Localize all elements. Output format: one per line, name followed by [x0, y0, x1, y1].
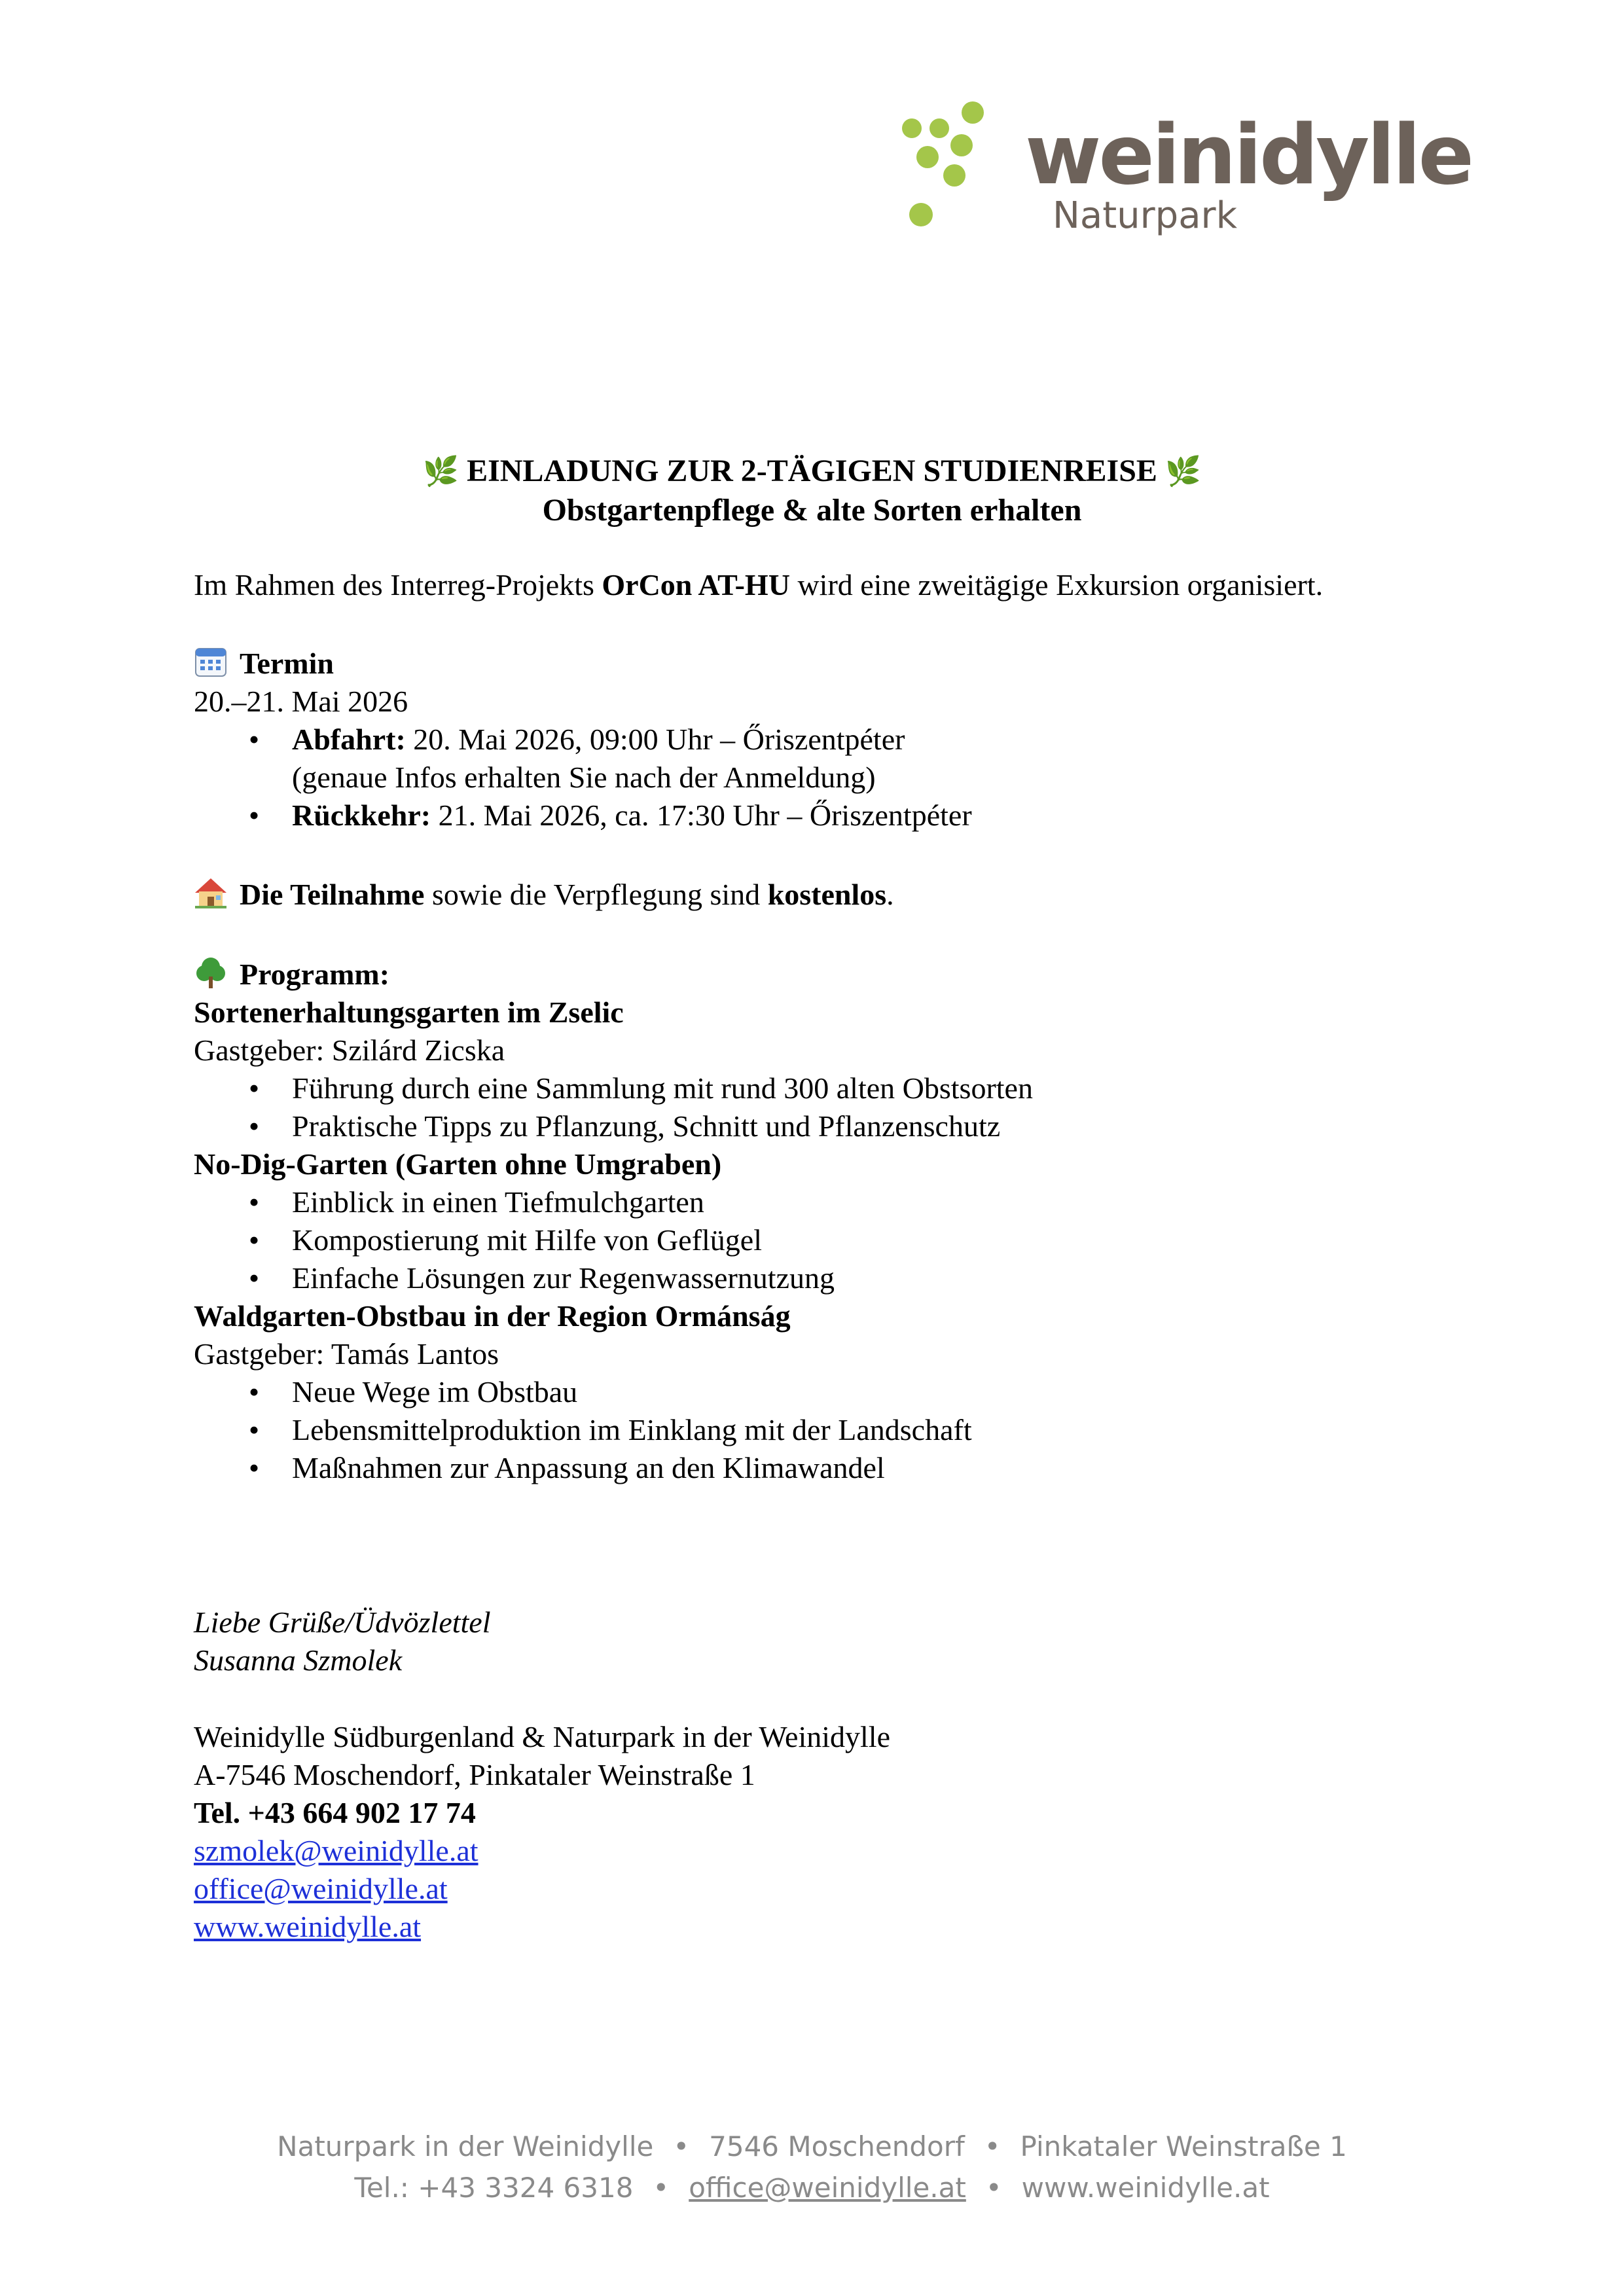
return-item — [292, 797, 972, 834]
list-item: Neue Wege im Obstbau — [292, 1375, 578, 1408]
bullet: • — [249, 1109, 260, 1143]
bullet: • — [249, 1223, 260, 1257]
footer-email-link[interactable]: office@weinidylle.at — [689, 2172, 966, 2204]
logo-dots-icon — [890, 92, 1028, 242]
list-item: Einfache Lösungen zur Regenwassernutzung — [292, 1261, 835, 1295]
email-link-office[interactable]: office@weinidylle.at — [194, 1872, 448, 1905]
contact-org: Weinidylle Südburgenland & Naturpark in der Weinidylle — [194, 1720, 890, 1753]
list-item: Maßnahmen zur Anpassung an den Klimawandel — [292, 1451, 885, 1484]
program-section-title: No-Dig-Garten (Garten ohne Umgraben) — [194, 1147, 722, 1181]
list-item: Praktische Tipps zu Pflanzung, Schnitt und Pflanzenschutz — [292, 1109, 1001, 1143]
footer-separator: • — [984, 2130, 1001, 2162]
termin-heading-text: Termin — [240, 647, 334, 680]
logo-brand-text: weinidylle — [1025, 107, 1472, 203]
bullet: • — [249, 1071, 260, 1105]
participation-bold: Die Teilnahme — [240, 878, 425, 911]
list-item: Einblick in einen Tiefmulchgarten — [292, 1185, 704, 1219]
return-label: Rückkehr: — [292, 798, 431, 832]
program-section-title: Waldgarten-Obstbau in der Region Ormánság — [194, 1299, 791, 1333]
return-text: 21. Mai 2026, ca. 17:30 Uhr – Őriszentpéter — [431, 798, 972, 832]
list-item: Lebensmittelproduktion im Einklang mit der Landschaft — [292, 1413, 972, 1446]
footer-website[interactable]: www.weinidylle.at — [1021, 2172, 1270, 2204]
bullet: • — [249, 723, 260, 756]
bullet: • — [249, 1451, 260, 1484]
leaf-icon: 🌿 — [1164, 456, 1201, 488]
email-link-szmolek[interactable]: szmolek@weinidylle.at — [194, 1834, 478, 1867]
website-link[interactable]: www.weinidylle.at — [194, 1910, 422, 1943]
bullet: • — [249, 1413, 260, 1446]
invitation-subtitle: Obstgartenpflege & alte Sorten erhalten — [542, 493, 1082, 528]
intro-text-end: wird eine zweitägige Exkursion organisiert. — [789, 568, 1324, 601]
house-icon — [194, 876, 228, 910]
footer-line2 — [0, 2168, 1624, 2208]
participation-text: sowie die Verpflegung sind — [424, 878, 768, 911]
program-heading — [194, 956, 389, 994]
weinidylle-logo — [890, 92, 1472, 242]
program-section-host: Gastgeber: Szilárd Zicska — [194, 1033, 505, 1067]
departure-text: 20. Mai 2026, 09:00 Uhr – Őriszentpéter — [405, 723, 905, 756]
logo-subtitle: Naturpark — [1053, 194, 1237, 237]
calendar-icon — [194, 645, 228, 679]
intro-text: Im Rahmen des Interreg-Projekts — [194, 568, 602, 601]
contact-address: A-7546 Moschendorf, Pinkataler Weinstraße 1 — [194, 1758, 755, 1791]
bullet: • — [249, 1375, 260, 1408]
footer-separator: • — [673, 2130, 690, 2162]
departure-label: Abfahrt: — [292, 723, 406, 756]
sender-name: Susanna Szmolek — [194, 1643, 403, 1677]
project-name: OrCon AT-HU — [602, 568, 790, 601]
invitation-title — [0, 452, 1624, 492]
program-heading-text: Programm: — [240, 958, 390, 991]
title-line1: EINLADUNG ZUR 2-TÄGIGEN STUDIENREISE — [467, 454, 1157, 488]
contact-phone: Tel. +43 664 902 17 74 — [194, 1796, 476, 1829]
list-item: Kompostierung mit Hilfe von Geflügel — [292, 1223, 762, 1257]
departure-note: (genaue Infos erhalten Sie nach der Anmeldung) — [292, 761, 876, 794]
closing-greeting: Liebe Grüße/Üdvözlettel — [194, 1605, 491, 1639]
footer-phone: Tel.: +43 3324 6318 — [354, 2172, 634, 2204]
program-section-host: Gastgeber: Tamás Lantos — [194, 1337, 499, 1371]
footer-separator: • — [985, 2172, 1002, 2204]
footer-street: Pinkataler Weinstraße 1 — [1020, 2130, 1347, 2162]
bullet: • — [249, 798, 260, 832]
list-item: Führung durch eine Sammlung mit rund 300 alten Obstsorten — [292, 1071, 1033, 1105]
footer-separator: • — [653, 2172, 670, 2204]
bullet: • — [249, 1185, 260, 1219]
termin-heading — [194, 645, 334, 683]
participation-line — [194, 876, 894, 914]
tree-icon — [194, 956, 228, 990]
bullet: • — [249, 1261, 260, 1295]
intro-paragraph — [194, 566, 1323, 604]
leaf-icon: 🌿 — [423, 456, 460, 488]
participation-end: . — [886, 878, 894, 911]
footer-org: Naturpark in der Weinidylle — [277, 2130, 654, 2162]
departure-item — [292, 721, 905, 759]
footer-city: 7546 Moschendorf — [709, 2130, 965, 2162]
program-section-title: Sortenerhaltungsgarten im Zselic — [194, 996, 624, 1029]
free-of-charge: kostenlos — [767, 878, 887, 911]
footer-line1 — [0, 2127, 1624, 2166]
termin-date: 20.–21. Mai 2026 — [194, 685, 408, 718]
